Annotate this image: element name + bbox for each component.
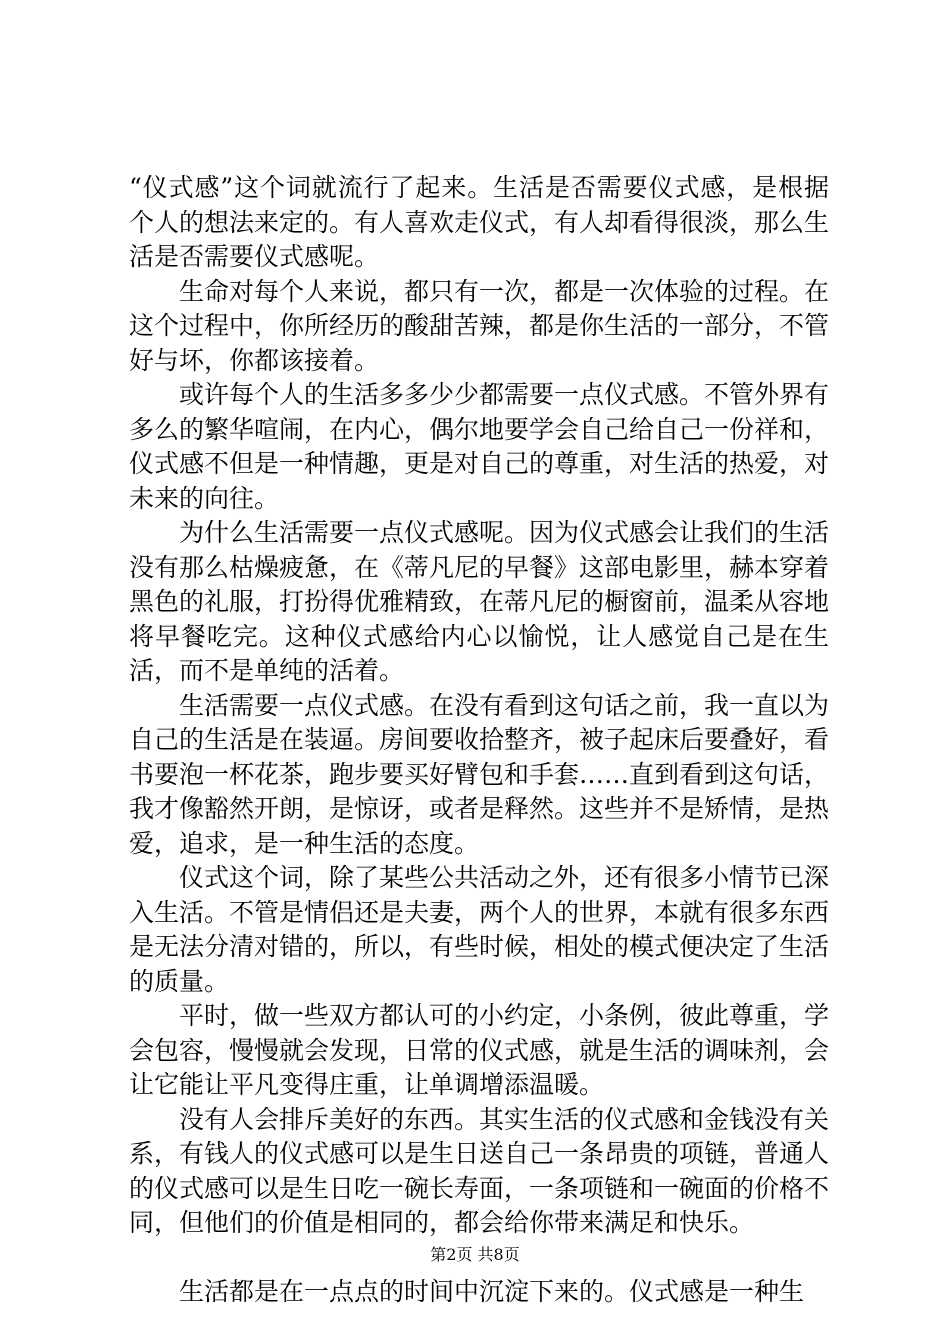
paragraph-6: 仪式这个词，除了某些公共活动之外，还有很多小情节已深入生活。不管是情侣还是夫妻，两个人的世界，本就有很多东西是无法分清对错的，所以，有些时候，相处的模式便决定了生活的质量。 <box>129 863 830 996</box>
document-body <box>129 171 829 1309</box>
paragraph-4: 为什么生活需要一点仪式感呢。因为仪式感会让我们的生活没有那么枯燥疲惫，在《蒂凡尼的早餐》这部电影里，赫本穿着黑色的礼服，打扮得优雅精致，在蒂凡尼的橱窗前，温柔从容地将早餐吃完。这种仪式感给内心以愉悦，让人感觉自己是在生活，而不是单纯的活着。 <box>129 518 830 685</box>
paragraph-8: 没有人会排斥美好的东西。其实生活的仪式感和金钱没有关系，有钱人的仪式感可以是生日送自己一条昂贵的项链，普通人的仪式感可以是生日吃一碗长寿面，一条项链和一碗面的价格不同，但他们的价值是相同的，都会给你带来满足和快乐。 <box>129 1104 830 1237</box>
paragraph-5: 生活需要一点仪式感。在没有看到这句话之前，我一直以为自己的生活是在装逼。房间要收拾整齐，被子起床后要叠好，看书要泡一杯花茶，跑步要买好臂包和手套……直到看到这句话，我才像豁然开朗，是惊讶，或者是释然。这些并不是矫情，是热爱，追求，是一种生活的态度。 <box>129 690 830 858</box>
paragraph-1: “仪式感”这个词就流行了起来。生活是否需要仪式感，是根据个人的想法来定的。有人喜欢走仪式，有人却看得很淡，那么生活是否需要仪式感呢。 <box>129 173 830 271</box>
paragraph-3: 或许每个人的生活多多少少都需要一点仪式感。不管外界有多么的繁华喧闹，在内心，偶尔地要学会自己给自己一份祥和，仪式感不但是一种情趣，更是对自己的尊重，对生活的热爱，对未来的向往。 <box>129 380 830 513</box>
paragraph-7: 平时，做一些双方都认可的小约定，小条例，彼此尊重，学会包容，慢慢就会发现，日常的仪式感，就是生活的调味剂，会让它能让平凡变得庄重，让单调增添温暖。 <box>129 1001 830 1099</box>
paragraph-2: 生命对每个人来说，都只有一次，都是一次体验的过程。在这个过程中，你所经历的酸甜苦辣，都是你生活的一部分，不管好与坏，你都该接着。 <box>129 276 830 375</box>
paragraph-9: 生活都是在一点点的时间中沉淀下来的。仪式感是一种生 <box>179 1276 805 1306</box>
page-number-footer: 第2页 共8页 <box>430 1245 520 1264</box>
